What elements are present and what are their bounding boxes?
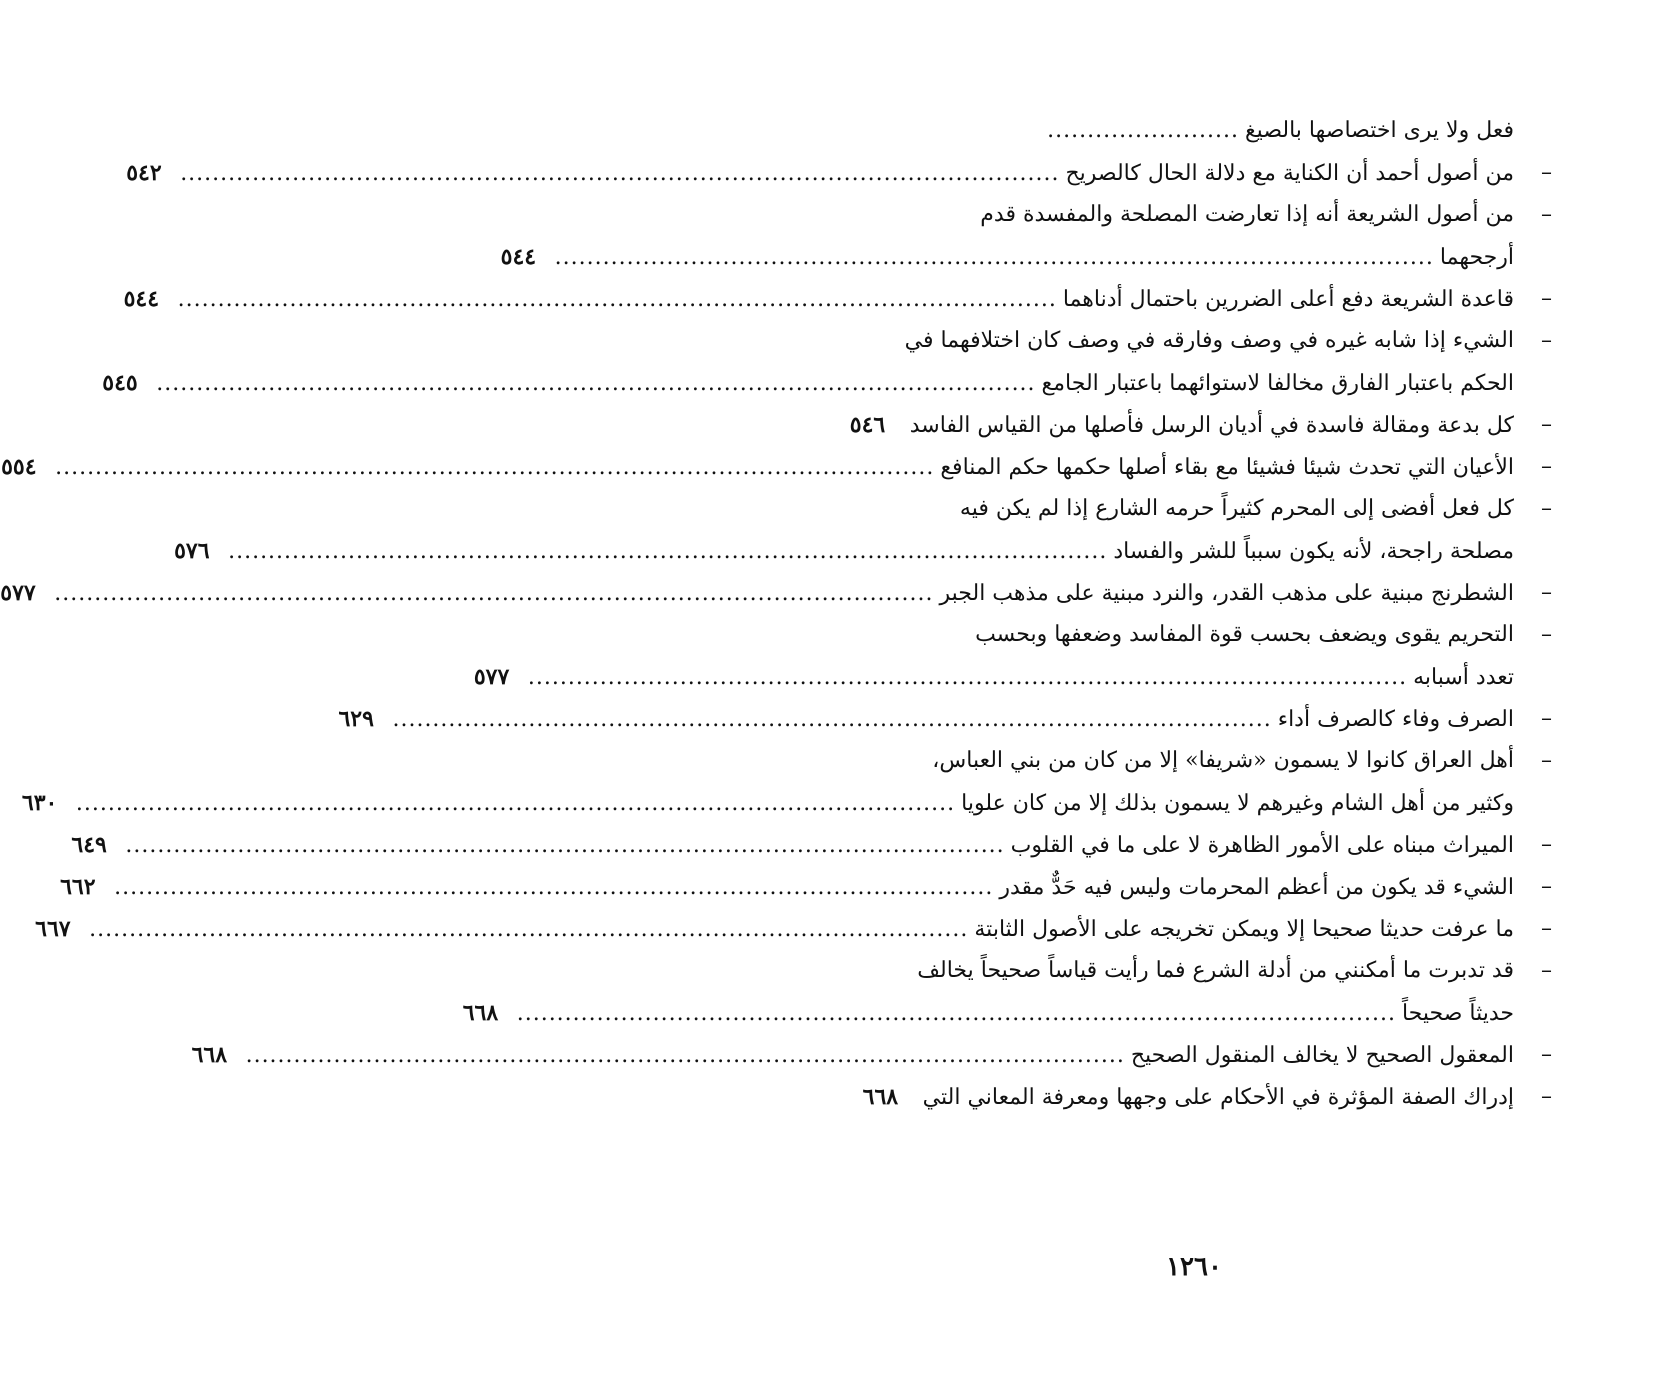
dot-leader: .............................................................................................................. [125, 833, 1005, 858]
entry-line [102, 362, 1514, 404]
page-ref: ٥٤٥ [102, 370, 138, 396]
page-ref: ٥٧٦ [174, 538, 210, 564]
dot-leader: .............................................................................................................. [180, 161, 1060, 186]
index-entry [102, 320, 1554, 404]
entry-text: كل فعل أفضى إلى المحرم كثيراً حرمه الشارع إذا لم يكن فيه [959, 496, 1514, 521]
index-entry [500, 194, 1554, 278]
entry-line [874, 320, 1514, 362]
entry-text: تعدد أسبابه [1413, 665, 1514, 690]
dot-leader: ........................ [1047, 118, 1239, 143]
index-list [0, 110, 1554, 1118]
entry-dash: – [1541, 916, 1552, 941]
entry-line [500, 236, 1514, 278]
dot-leader: .............................................................................................................. [245, 1043, 1125, 1068]
dot-leader: .............................................................................................................. [55, 455, 935, 480]
entry-dash: – [1541, 412, 1552, 437]
index-entry [123, 278, 1554, 320]
page-ref: ٦٦٨ [191, 1042, 228, 1068]
entry-line [874, 488, 1514, 530]
entry-text: الشيء إذا شابه غيره في وصف وفارقه في وصف كان اختلافهما في [904, 328, 1514, 353]
entry-line [874, 614, 1514, 656]
entry-line [874, 950, 1514, 992]
entry-text: الشطرنج مبنية على مذهب القدر، والنرد مبنية على مذهب الجبر [939, 581, 1514, 606]
page-ref: ٥٤٢ [126, 160, 162, 186]
entry-text: الصرف وفاء كالصرف أداء [1277, 707, 1514, 732]
entry-line [874, 110, 1514, 152]
entry-dash: – [1541, 328, 1552, 353]
index-entry [473, 614, 1554, 698]
entry-text: قد تدبرت ما أمكنني من أدلة الشرع فما رأيت قياساً صحيحاً يخالف [917, 958, 1514, 983]
entry-text: إدراك الصفة المؤثرة في الأحكام على وجهها ومعرفة المعاني التي [922, 1085, 1514, 1110]
index-entry [462, 950, 1554, 1034]
page-ref: ٦٦٨ [462, 1000, 499, 1026]
entry-text: الشيء قد يكون من أعظم المحرمات وليس فيه حَدٌّ مقدر [999, 875, 1514, 900]
entry-line [874, 740, 1514, 782]
entry-dash: – [1541, 1042, 1552, 1067]
page-ref: ٦٦٧ [35, 916, 71, 942]
entry-line [60, 866, 1514, 908]
entry-dash: – [1541, 160, 1552, 185]
entry-text: المعقول الصحيح لا يخالف المنقول الصحيح [1130, 1043, 1514, 1068]
entry-text: من أصول الشريعة أنه إذا تعارضت المصلحة والمفسدة قدم [980, 202, 1514, 227]
index-page [0, 110, 1554, 1118]
entry-text: وكثير من أهل الشام وغيرهم لا يسمون بذلك إلا من كان علويا [961, 791, 1514, 816]
index-entry [71, 824, 1554, 866]
entry-text: فعل ولا يرى اختصاصها بالصيغ [1244, 118, 1514, 143]
entry-dash: – [1541, 286, 1552, 311]
entry-text: الحكم باعتبار الفارق مخالفا لاستوائهما باعتبار الجامع [1041, 371, 1514, 396]
page-ref: ٦٣٠ [21, 790, 58, 816]
dot-leader: .............................................................................................................. [516, 1001, 1396, 1026]
dot-leader: .............................................................................................................. [156, 371, 1036, 396]
page-ref: ٥٥٤ [1, 454, 37, 480]
page-ref: ٥٤٤ [500, 244, 537, 270]
entry-text: ما عرفت حديثا صحيحا إلا ويمكن تخريجه على الأصول الثابتة [974, 917, 1514, 942]
entry-dash: – [1541, 832, 1552, 857]
entry-line [35, 908, 1514, 950]
dot-leader: .............................................................................................................. [392, 707, 1272, 732]
entry-text: قاعدة الشريعة دفع أعلى الضررين باحتمال أدناهما [1062, 287, 1514, 312]
entry-text: أرجحهما [1439, 245, 1514, 270]
entry-line [71, 824, 1514, 866]
index-entry [849, 404, 1554, 446]
entry-line [849, 404, 1514, 446]
index-entry [60, 866, 1554, 908]
index-entry [126, 152, 1554, 194]
entry-line [1, 446, 1514, 488]
dot-leader: .............................................................................................................. [75, 791, 956, 816]
index-entry [0, 572, 1554, 614]
entry-line [0, 572, 1514, 614]
page-ref: ٥٧٧ [0, 580, 36, 606]
index-entry [21, 740, 1554, 824]
entry-line [123, 278, 1514, 320]
entry-dash: – [1541, 496, 1552, 521]
entry-dash: – [1541, 748, 1552, 773]
dot-leader: .............................................................................................................. [177, 287, 1057, 312]
index-entry [874, 110, 1554, 152]
index-entry [862, 1076, 1554, 1118]
page-ref: ٥٤٦ [849, 412, 886, 438]
index-entry [35, 908, 1554, 950]
page-ref: ٦٢٩ [338, 706, 374, 732]
entry-text: الميراث مبناه على الأمور الظاهرة لا على ما في القلوب [1010, 833, 1514, 858]
entry-line [126, 152, 1514, 194]
index-entry [1, 446, 1554, 488]
entry-text: التحريم يقوى ويضعف بحسب قوة المفاسد وضعفها وبحسب [975, 622, 1514, 647]
dot-leader: .............................................................................................................. [228, 539, 1108, 564]
entry-line [473, 656, 1514, 698]
entry-line [462, 992, 1514, 1034]
dot-leader: .............................................................................................................. [89, 917, 969, 942]
entry-dash: – [1541, 454, 1552, 479]
entry-text: من أصول أحمد أن الكناية مع دلالة الحال كالصريح [1065, 161, 1514, 186]
entry-line [862, 1076, 1514, 1118]
entry-text: مصلحة راجحة، لأنه يكون سبباً للشر والفساد [1113, 539, 1514, 564]
index-entry [338, 698, 1554, 740]
dot-leader: .............................................................................................................. [54, 581, 934, 606]
entry-dash: – [1541, 202, 1552, 227]
entry-text: أهل العراق كانوا لا يسمون «شريفا» إلا من كان من بني العباس، [932, 748, 1514, 773]
entry-text: كل بدعة ومقالة فاسدة في أديان الرسل فأصلها من القياس الفاسد [909, 413, 1514, 438]
entry-line [174, 530, 1514, 572]
dot-leader: .............................................................................................................. [527, 665, 1408, 690]
entry-dash: – [1541, 706, 1552, 731]
entry-dash: – [1541, 874, 1552, 899]
page-ref: ٥٧٧ [473, 664, 510, 690]
page-ref: ٦٦٨ [862, 1084, 899, 1110]
page-ref: ٦٤٩ [71, 832, 107, 858]
entry-dash: – [1541, 580, 1552, 605]
entry-text: الأعيان التي تحدث شيئا فشيئا مع بقاء أصلها حكمها حكم المنافع [940, 455, 1514, 480]
dot-leader: .............................................................................................................. [114, 875, 994, 900]
entry-line [21, 782, 1514, 824]
dot-leader: .............................................................................................................. [554, 245, 1434, 270]
entry-line [874, 194, 1514, 236]
entry-dash: – [1541, 622, 1552, 647]
entry-text: حديثاً صحيحاً [1401, 1001, 1514, 1026]
page-number: ١٢٦٠ [1166, 1252, 1222, 1282]
entry-line [338, 698, 1514, 740]
page-ref: ٦٦٢ [60, 874, 96, 900]
entry-line [191, 1034, 1514, 1076]
index-entry [191, 1034, 1554, 1076]
index-entry [174, 488, 1554, 572]
entry-dash: – [1541, 958, 1552, 983]
page-ref: ٥٤٤ [123, 286, 160, 312]
entry-dash: – [1541, 1084, 1552, 1109]
